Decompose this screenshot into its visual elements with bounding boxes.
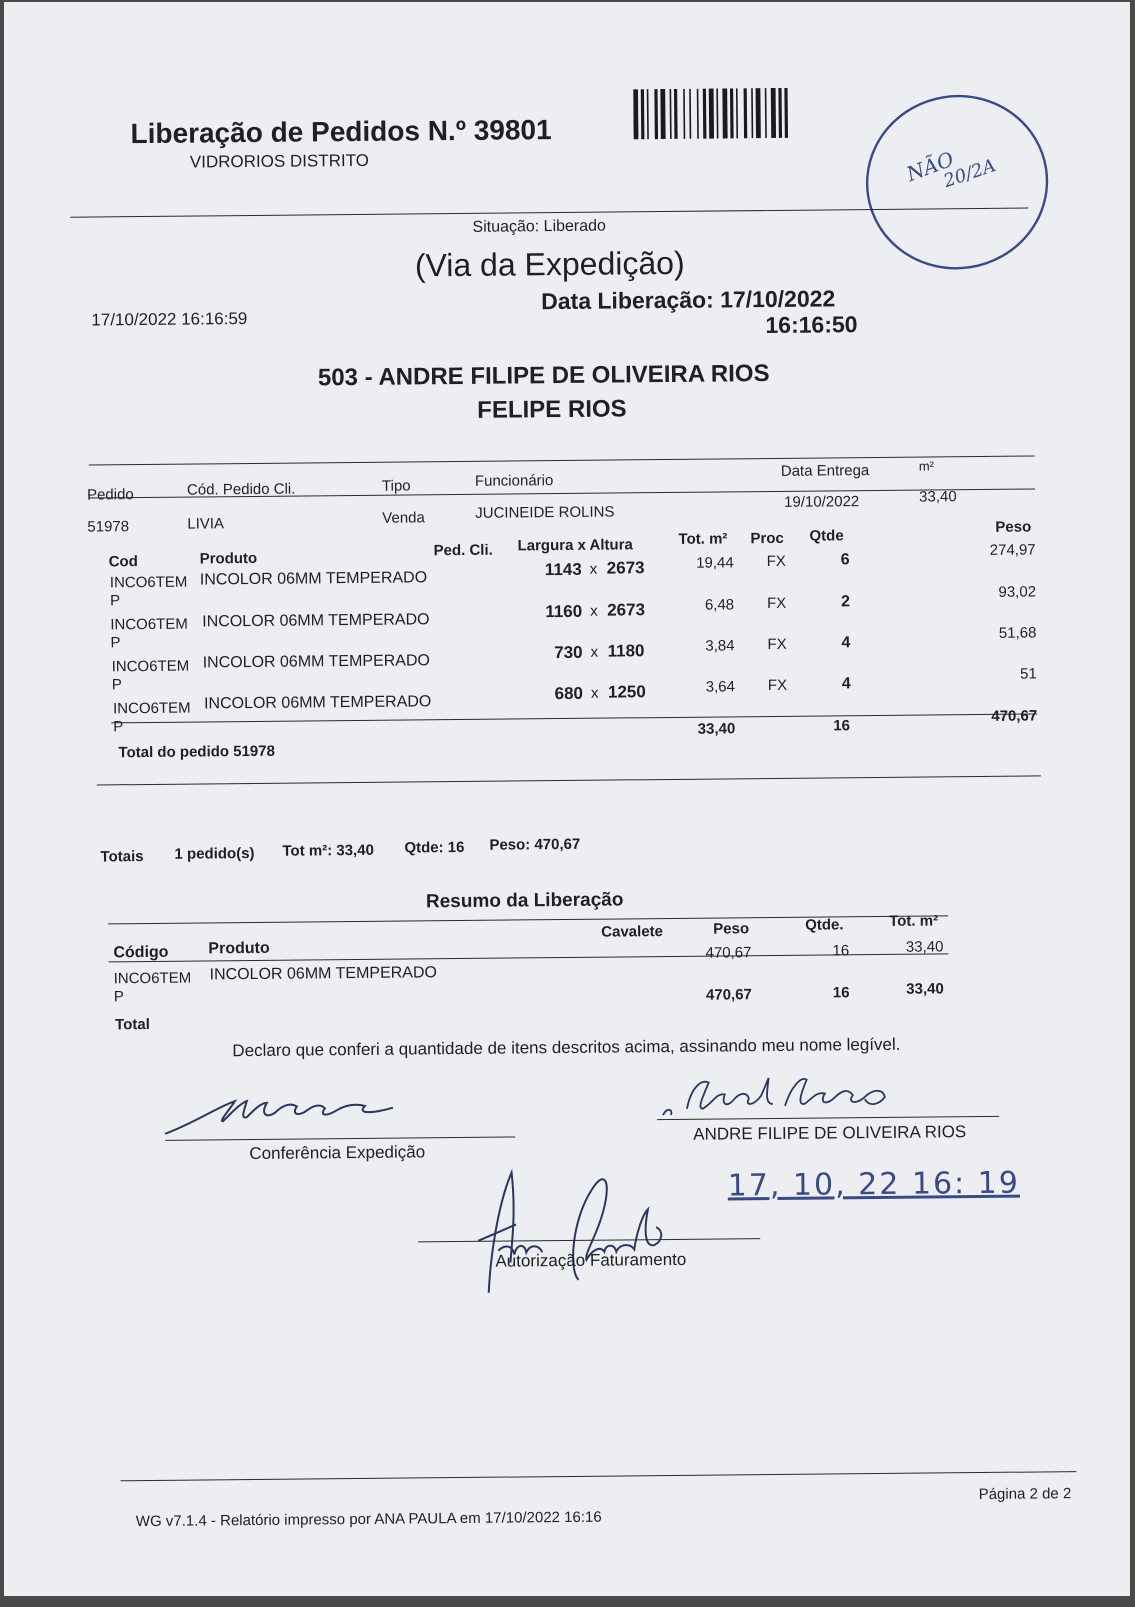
- order-end-rule: [97, 775, 1041, 785]
- document-sheet: [4, 2, 1130, 1596]
- col-m2: m²: [918, 458, 935, 474]
- item-tot-m2: 3,64: [705, 678, 735, 696]
- data-liberacao: Data Liberação: 17/10/2022: [541, 285, 836, 315]
- items-col-cod: Cod: [108, 553, 138, 571]
- handwritten-date: 17, 10, 22 16: 19: [727, 1165, 1021, 1204]
- order-cod-pedido-cli: LIVIA: [187, 515, 225, 533]
- document-title: Liberação de Pedidos N.º 39801: [130, 114, 552, 150]
- barcode: [633, 88, 803, 142]
- resumo-qtde: 16: [832, 942, 850, 960]
- item-largura: 1143: [544, 559, 582, 580]
- item-produto: INCOLOR 06MM TEMPERADO: [202, 611, 430, 631]
- order-total-label: Total do pedido 51978: [118, 742, 276, 762]
- resumo-col-codigo: Código: [113, 943, 169, 962]
- col-pedido: Pedido: [86, 486, 134, 504]
- resumo-tot-m2: 33,40: [905, 938, 944, 956]
- resumo-title: Resumo da Liberação: [425, 889, 624, 913]
- footer-printed-by: WG v7.1.4 - Relatório impresso por ANA PAULA em 17/10/2022 16:16: [135, 1508, 602, 1531]
- conferencia-signature: [157, 1083, 418, 1145]
- via-expedicao: (Via da Expedição): [414, 244, 685, 284]
- totals-peso: Peso: 470,67: [489, 835, 581, 854]
- item-proc: FX: [766, 552, 786, 571]
- resumo-col-produto: Produto: [208, 939, 270, 958]
- order-total-m2: 33,40: [697, 720, 736, 738]
- page-number: Página 2 de 2: [978, 1485, 1072, 1504]
- col-tipo: Tipo: [381, 477, 411, 495]
- item-qtde: 4: [841, 634, 851, 652]
- item-qtde: 4: [841, 675, 851, 693]
- situacao: Situação: Liberado: [472, 217, 606, 236]
- item-largura: 1160: [545, 601, 583, 622]
- resumo-col-peso: Peso: [713, 920, 750, 938]
- totals-label: Totais: [100, 848, 144, 866]
- order-total-peso: 470,67: [991, 707, 1038, 725]
- resumo-total-qtde: 16: [832, 984, 850, 1002]
- footer-rule: [120, 1471, 1076, 1481]
- col-funcionario: Funcionário: [474, 472, 554, 490]
- order-funcionario: JUCINEIDE ROLINS: [475, 503, 615, 522]
- item-cod: INCO6TEM: [109, 573, 188, 592]
- resumo-codigo-cont: P: [113, 988, 124, 1006]
- item-peso: 51: [1020, 665, 1037, 683]
- item-proc: FX: [767, 635, 787, 654]
- item-altura: 2673: [606, 558, 645, 578]
- item-largura: 730: [554, 642, 583, 663]
- item-cod-cont: P: [109, 592, 121, 610]
- order-data-entrega: 19/10/2022: [784, 493, 860, 511]
- items-col-ped-cli: Ped. Cli.: [433, 541, 493, 560]
- item-cod: INCO6TEM: [113, 699, 191, 718]
- item-proc: FX: [767, 594, 787, 613]
- item-cod: INCO6TEM: [110, 615, 188, 634]
- item-altura: 2673: [607, 600, 646, 620]
- resumo-codigo: INCO6TEM: [113, 969, 192, 988]
- stamp-text-nao: NÃO: [903, 146, 957, 187]
- item-peso: 51,68: [998, 624, 1037, 642]
- order-top-rule: [89, 455, 1035, 465]
- totals-qtde: Qtde: 16: [404, 838, 465, 857]
- item-altura: 1180: [607, 641, 645, 661]
- declaration-text: Declaro que conferi a quantidade de itens descritos acima, assinando meu nome legível.: [232, 1034, 901, 1061]
- item-x: x: [589, 560, 598, 578]
- item-x: x: [590, 643, 599, 661]
- order-total-qtde: 16: [833, 717, 851, 735]
- autorizacao-label: Autorização Faturamento: [495, 1249, 687, 1271]
- item-largura: 680: [554, 683, 584, 704]
- items-col-largura-altura: Largura x Altura: [517, 536, 633, 555]
- print-timestamp: 17/10/2022 16:16:59: [91, 309, 248, 330]
- item-peso: 274,97: [989, 541, 1036, 559]
- data-liberacao-time: 16:16:50: [765, 311, 858, 339]
- resumo-col-tot-m2: Tot. m²: [889, 912, 939, 930]
- item-peso: 93,02: [998, 583, 1037, 601]
- cliente-name: ANDRE FILIPE DE OLIVEIRA RIOS: [693, 1122, 967, 1144]
- items-col-produto: Produto: [199, 549, 258, 568]
- order-pedido: 51978: [87, 518, 130, 536]
- resumo-col-cavalete: Cavalete: [601, 923, 664, 941]
- item-qtde: 2: [841, 593, 851, 611]
- item-produto: INCOLOR 06MM TEMPERADO: [199, 569, 428, 589]
- resumo-total-peso: 470,67: [705, 986, 752, 1004]
- item-produto: INCOLOR 06MM TEMPERADO: [203, 693, 432, 713]
- col-data-entrega: Data Entrega: [780, 462, 870, 480]
- totals-pedidos: 1 pedido(s): [174, 844, 255, 863]
- item-tot-m2: 19,44: [696, 554, 734, 572]
- item-qtde: 6: [840, 551, 850, 569]
- company-name: VIDRORIOS DISTRITO: [189, 150, 370, 172]
- items-col-tot-m2: Tot. m²: [678, 530, 728, 548]
- items-col-peso: Peso: [995, 518, 1032, 536]
- item-x: x: [590, 684, 599, 702]
- item-produto: INCOLOR 06MM TEMPERADO: [202, 652, 431, 672]
- stamp-text-code: 20/2A: [941, 155, 999, 193]
- item-x: x: [590, 602, 598, 620]
- col-cod-pedido-cli: Cód. Pedido Cli.: [186, 480, 296, 499]
- resumo-total-tot-m2: 33,40: [906, 980, 944, 998]
- conferencia-label: Conferência Expedição: [249, 1142, 426, 1164]
- item-cod-cont: P: [113, 718, 124, 736]
- items-col-qtde: Qtde: [809, 527, 844, 545]
- customer-short-name: FELIPE RIOS: [477, 395, 627, 424]
- item-cod: INCO6TEM: [111, 657, 190, 676]
- totals-tot-m2: Tot m²: 33,40: [282, 841, 374, 860]
- customer-name: 503 - ANDRE FILIPE DE OLIVEIRA RIOS: [317, 360, 770, 392]
- item-altura: 1250: [607, 682, 646, 702]
- item-tot-m2: 3,84: [705, 637, 735, 655]
- item-cod-cont: P: [111, 676, 122, 694]
- resumo-total-label: Total: [115, 1015, 150, 1034]
- items-bottom-rule: [111, 713, 1037, 723]
- resumo-col-qtde: Qtde.: [805, 916, 844, 934]
- resumo-produto: INCOLOR 06MM TEMPERADO: [209, 964, 438, 984]
- order-tipo: Venda: [382, 509, 425, 527]
- items-col-proc: Proc: [750, 529, 784, 548]
- item-tot-m2: 6,48: [704, 596, 735, 614]
- autorizacao-signature: [467, 1159, 708, 1311]
- resumo-peso: 470,67: [705, 944, 752, 962]
- order-m2: 33,40: [919, 488, 957, 506]
- item-cod-cont: P: [110, 634, 121, 652]
- item-proc: FX: [767, 676, 788, 695]
